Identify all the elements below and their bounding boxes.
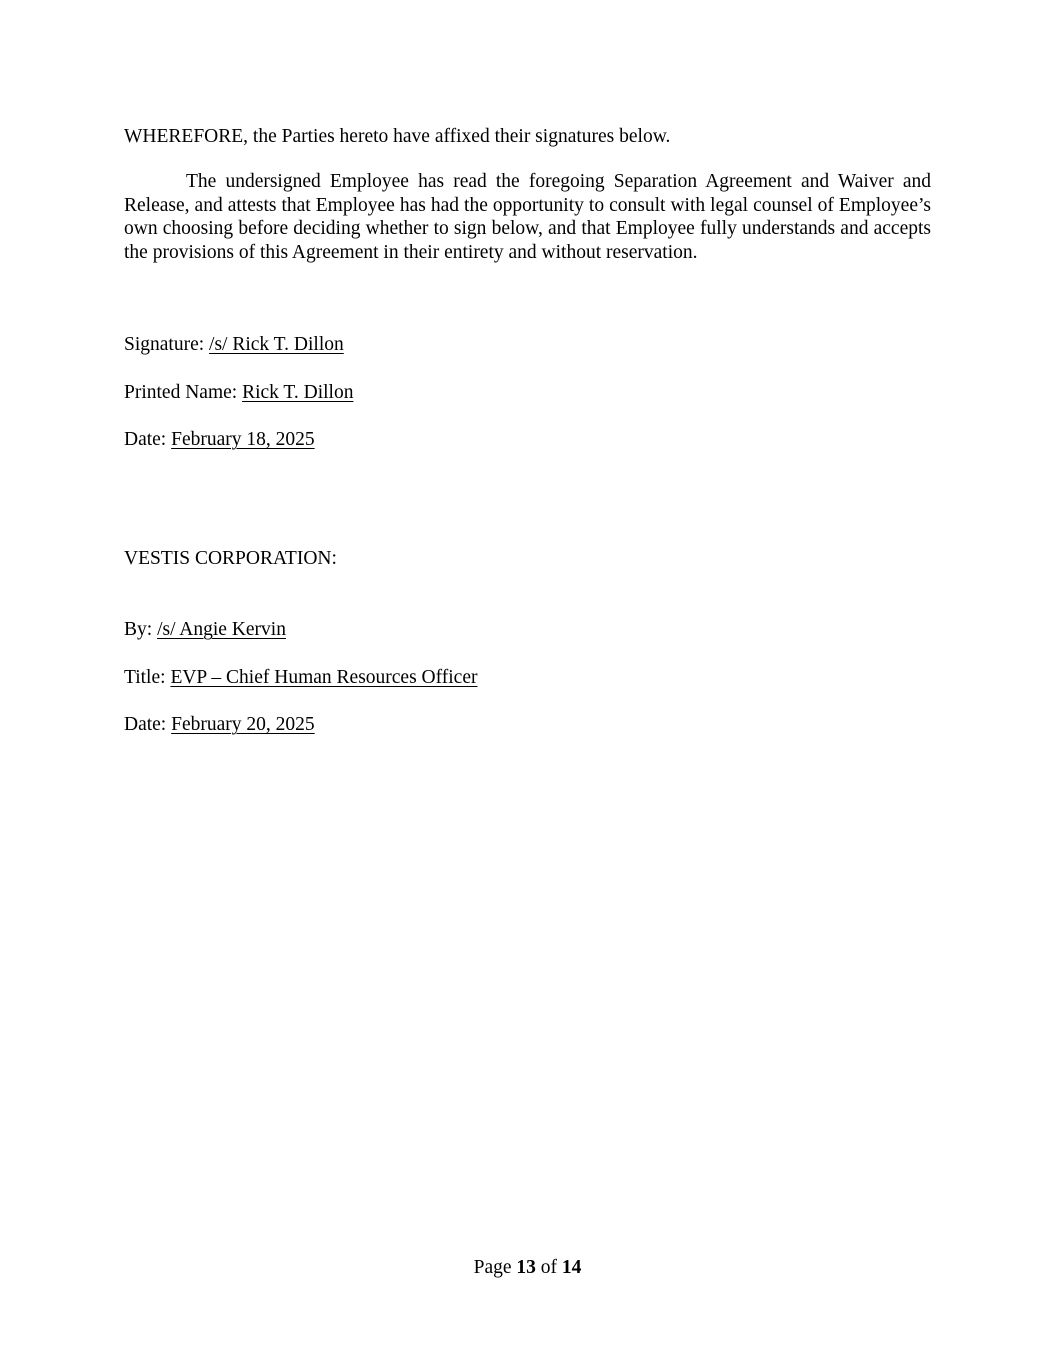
current-page-number: 13 xyxy=(516,1257,536,1278)
company-date: February 20, 2025 xyxy=(171,714,315,735)
employee-signature: /s/ Rick T. Dillon xyxy=(209,334,344,355)
company-date-line xyxy=(124,713,315,737)
attestation-paragraph: The undersigned Employee has read the foregoing Separation Agreement and Waiver and Release, and attests that Employee has had the opportunity to consult with legal counsel of Employee’s own choosing before deciding whether to sign below, and that Employee fully understands and accepts the provisions of this Agreement in their entirety and without reservation. xyxy=(124,171,931,263)
by-label: By: xyxy=(124,619,153,640)
printed-name-label: Printed Name: xyxy=(124,382,238,403)
employee-signature-line xyxy=(124,333,344,357)
company-signatory-title: EVP – Chief Human Resources Officer xyxy=(170,667,478,688)
company-date-label: Date: xyxy=(124,714,167,735)
employee-printed-name-line xyxy=(124,381,353,405)
signature-label: Signature: xyxy=(124,334,205,355)
company-heading: VESTIS CORPORATION: xyxy=(124,548,337,569)
company-signatory: /s/ Angie Kervin xyxy=(157,619,286,640)
page-word: Page xyxy=(473,1257,512,1278)
total-page-count: 14 xyxy=(561,1257,582,1278)
title-label: Title: xyxy=(124,667,166,688)
company-title-line xyxy=(124,666,478,690)
page-number-footer xyxy=(0,1256,1055,1280)
wherefore-clause: WHEREFORE, the Parties hereto have affixed their signatures below. xyxy=(124,126,671,147)
employee-date-label: Date: xyxy=(124,429,167,450)
company-by-line xyxy=(124,618,286,642)
employee-date-line xyxy=(124,428,315,452)
of-word: of xyxy=(540,1257,558,1278)
employee-date: February 18, 2025 xyxy=(171,429,315,450)
employee-printed-name: Rick T. Dillon xyxy=(242,382,354,403)
